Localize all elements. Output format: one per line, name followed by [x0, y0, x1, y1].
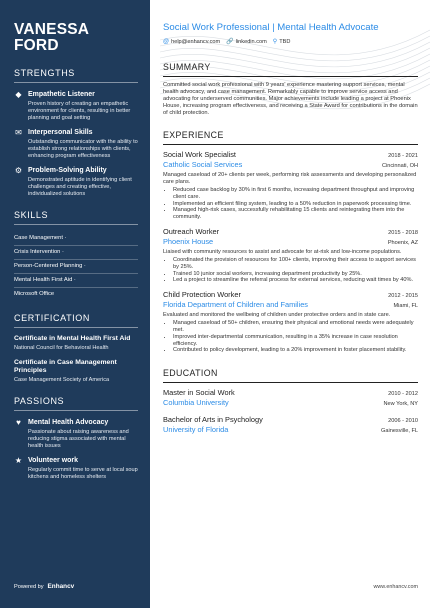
job-desc: Evaluated and monitored the wellbeing of children under protective orders and in state care. — [163, 312, 391, 319]
job-bullet: • Reduced case backlog by 30% in first 6 months, increasing department throughput and improving client care. — [173, 187, 418, 201]
email-text: help@enhancv.com — [171, 38, 221, 45]
gear-icon: ⚙ — [14, 166, 23, 175]
strength-desc: Outstanding communicator with the ability to establish strong relationships with clients, enhancing program effectiveness — [28, 139, 138, 159]
skill-item: Crisis Intervention · — [14, 246, 138, 260]
skills-heading: SKILLS — [14, 210, 49, 220]
job-location: Miami, FL — [393, 303, 418, 310]
job-bullet: • Contributed to policy development, leading to a 20% improvement in foster placement stability. — [173, 347, 418, 354]
strength-desc: Demonstrated aptitude in identifying client challenges and creating effective, individualized solutions — [28, 177, 132, 197]
cert-title: Certificate in Case Management Principles — [14, 359, 117, 374]
contact-row — [163, 38, 418, 45]
passion-item — [14, 418, 138, 450]
passion-title: Volunteer work — [28, 457, 79, 464]
strengths-heading: STRENGTHS — [14, 68, 75, 78]
job-title: Social Work Professional | Mental Health Advocate — [163, 22, 379, 33]
job-bullet: • Managed high-risk cases, successfully rehabilitating 15 clients and reintegrating them into the community. — [173, 207, 418, 221]
job-desc: Liaised with community resources to assist and advocate for at-risk and low-income populations. — [163, 248, 402, 255]
edu-degree: Bachelor of Arts in Psychology — [163, 415, 263, 425]
job-entry — [163, 227, 418, 284]
job-location: Cincinnati, OH — [381, 163, 418, 169]
skill-item: Mental Health First Aid · — [14, 274, 138, 288]
job-bullet: • Led a project to streamline the referral process for external services, reducing wait times by 40%. — [173, 277, 418, 284]
enhancv-logo[interactable]: Enhancv — [47, 583, 75, 590]
strength-title: Empathetic Listener — [28, 91, 95, 98]
job-role: Outreach Worker — [163, 226, 220, 236]
strength-title: Problem-Solving Ability — [28, 167, 107, 174]
passions-rule — [14, 410, 138, 411]
education-heading: EDUCATION — [163, 368, 218, 379]
job-company: Phoenix House — [163, 236, 214, 246]
skills-rule — [14, 224, 138, 225]
skill-item: Microsoft Office — [14, 291, 55, 297]
education-entry — [163, 388, 418, 407]
job-bullet: • Implemented an efficient filing system, leading to a 50% reduction in paperwork processing time. — [173, 201, 418, 208]
job-bullet: • Managed caseload of 50+ children, ensuring their physical and emotional needs were adequately met. — [173, 320, 418, 334]
name-first: VANESSA — [14, 21, 90, 38]
linkedin-text: linkedin.com — [235, 38, 267, 45]
edu-location: New York, NY — [383, 401, 418, 408]
strengths-rule — [14, 82, 138, 83]
chat-icon: ✉ — [15, 128, 22, 137]
location-text: TBD — [279, 38, 291, 45]
strength-item — [14, 166, 138, 198]
edu-dates: 2010 - 2012 — [388, 391, 418, 398]
experience-rule — [163, 144, 418, 145]
main-content — [163, 22, 418, 442]
link-icon: 🔗 — [226, 39, 234, 45]
strength-item — [14, 128, 138, 160]
edu-dates: 2006 - 2010 — [388, 418, 418, 425]
job-company: Florida Department of Children and Families — [163, 300, 309, 310]
linkedin-contact[interactable] — [226, 38, 267, 45]
job-dates: 2012 - 2015 — [388, 293, 418, 300]
job-company: Catholic Social Services — [163, 160, 243, 169]
cert-org: National Council for Behavioral Health — [14, 345, 109, 351]
email-contact[interactable] — [163, 39, 220, 45]
job-location: Phoenix, AZ — [387, 239, 418, 246]
job-bullet: • Improved inter-departmental communication, resulting in a 35% increase in case resolution efficiency. — [173, 334, 418, 348]
location-contact — [273, 38, 291, 45]
strength-title: Interpersonal Skills — [28, 129, 93, 136]
location-pin-icon: ⚲ — [272, 39, 278, 45]
powered-by — [14, 583, 74, 590]
certification-heading: CERTIFICATION — [14, 313, 90, 323]
summary-text: Committed social work professional with 9 years' experience mastering support services, mental health advocacy, and case management. Remarkably capable to improve service access and advocating for underserved communities. Major achievements include leading a project at Phoenix House, increasing program effectiveness, and receiving a State Award for contributions in the domain of child protection. — [163, 82, 418, 116]
passion-desc: Regularly commit time to serve at local soup kitchens and homeless shelters — [28, 467, 138, 480]
heart-icon: ♥ — [16, 418, 21, 427]
edu-degree: Master in Social Work — [163, 388, 235, 398]
job-entry — [163, 290, 418, 354]
job-dates: 2015 - 2018 — [388, 229, 418, 236]
footer-url[interactable]: www.enhancv.com — [373, 584, 418, 590]
passions-heading: PASSIONS — [14, 396, 65, 406]
skill-item: Case Management · — [14, 232, 138, 246]
job-role: Social Work Specialist — [163, 150, 236, 159]
diamond-icon: ◆ — [15, 90, 22, 99]
education-rule — [163, 382, 418, 383]
summary-heading: SUMMARY — [163, 62, 211, 72]
job-bullets — [163, 187, 418, 221]
experience-heading: EXPERIENCE — [163, 130, 224, 140]
job-bullet: • Coordinated the provision of resources for 100+ clients, improving their access to support services by 25%. — [173, 257, 418, 271]
sidebar — [0, 0, 150, 608]
passion-desc: Passionate about raising awareness and reducing stigma associated with mental health issues — [28, 429, 129, 449]
job-bullet: • Trained 10 junior social workers, increasing department productivity by 25%. — [173, 271, 418, 278]
job-dates: 2018 - 2021 — [388, 153, 418, 159]
strength-item — [14, 90, 138, 122]
candidate-name — [14, 22, 138, 54]
edu-school: University of Florida — [163, 425, 229, 435]
education-entry — [163, 415, 418, 434]
certification-rule — [14, 327, 138, 328]
skill-item: Person-Centered Planning · — [14, 260, 138, 274]
name-last: FORD — [14, 37, 59, 54]
summary-rule — [163, 76, 418, 77]
job-desc: Managed caseload of 20+ clients per week, performing risk assessments and developing personalized care plans. — [163, 172, 417, 185]
strength-desc: Proven history of creating an empathetic environment for clients, resulting in better planning and goal setting — [28, 101, 131, 121]
passion-title: Mental Health Advocacy — [28, 419, 109, 426]
powered-by-label: Powered by — [14, 583, 44, 590]
edu-location: Gainesville, FL — [381, 428, 418, 435]
cert-title: Certificate in Mental Health First Aid — [14, 335, 131, 342]
star-icon: ★ — [14, 456, 23, 465]
job-bullets — [163, 257, 418, 284]
at-icon: @ — [163, 38, 170, 45]
skills-list — [14, 232, 138, 301]
cert-org: Case Management Society of America — [14, 377, 110, 383]
passion-item — [14, 456, 138, 481]
job-entry — [163, 150, 418, 221]
job-role: Child Protection Worker — [163, 290, 241, 300]
edu-school: Columbia University — [163, 398, 229, 408]
job-bullets — [163, 320, 418, 354]
